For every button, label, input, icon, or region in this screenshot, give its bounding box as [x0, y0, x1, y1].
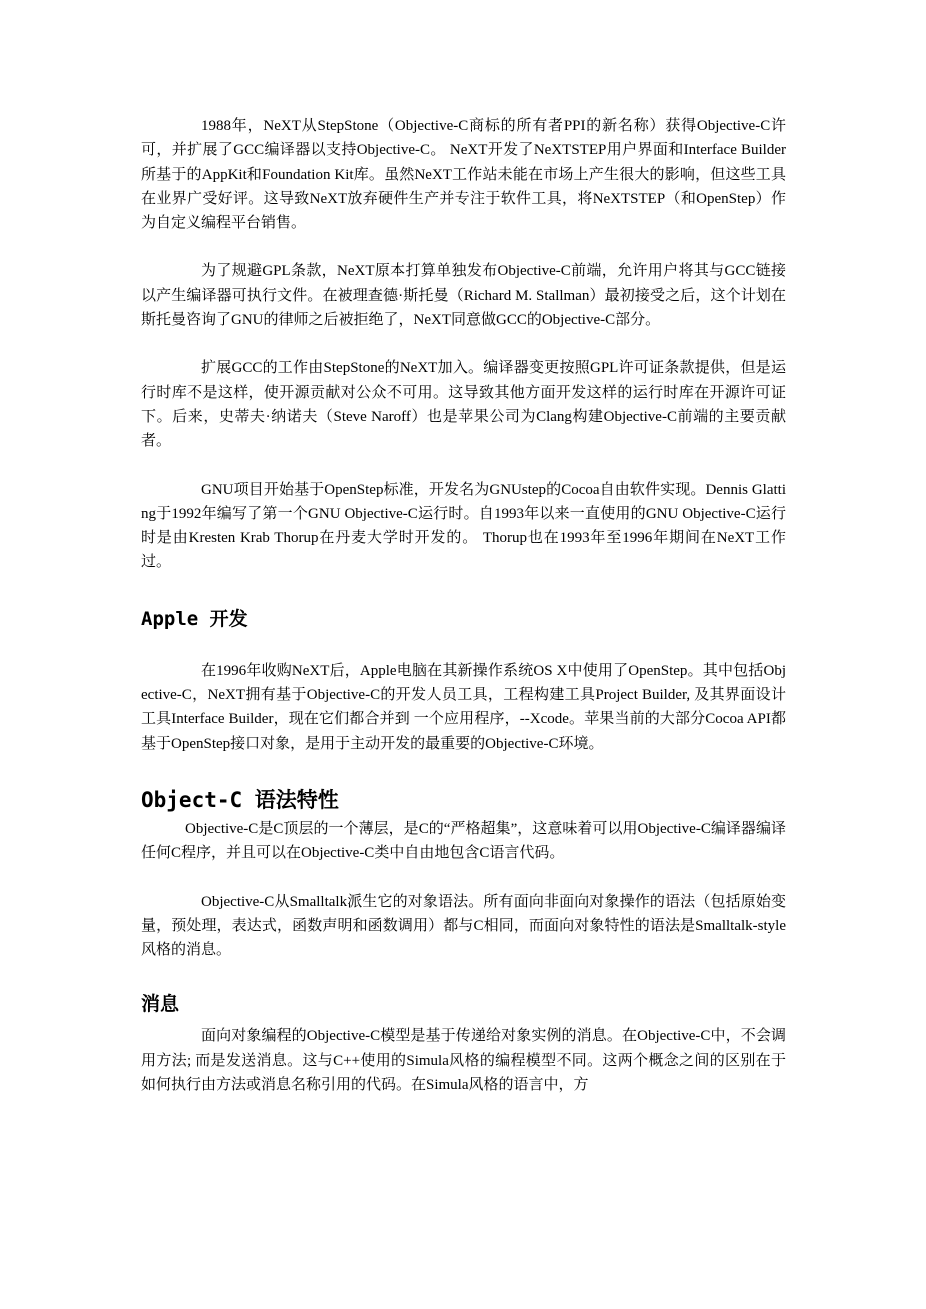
heading-syntax-features: Object-C 语法特性 [141, 787, 339, 812]
paragraph-superset: Objective-C是C顶层的一个薄层，是C的“严格超集”，这意味着可以用Objective-C编译器编译任何C程序，并且可以在Objective-C类中自由地包含C语言代码。 [141, 820, 786, 862]
paragraph-gnustep: GNU项目开始基于OpenStep标准，开发名为GNUstep的Cocoa自由软件实现。Dennis Glatting于1992年编写了第一个GNU Objective-C运行时。自1993年以来一直使用的GNU Objective-C运行时是由Kresten Krab Thorup在丹麦大学时开发的。 Thorup也在1993年至1996年期间在NeXT工作过。 [141, 481, 786, 571]
heading-messages: 消息 [141, 993, 180, 1016]
paragraph-gpl: 为了规避GPL条款，NeXT原本打算单独发布Objective-C前端，允许用户将其与GCC链接以产生编译器可执行文件。在被理查德·斯托曼（Richard M. Stallman）最初接受之后，这个计划在斯托曼咨询了GNU的律师之后被拒绝了，NeXT同意做GCC的Objective-C部分。 [141, 263, 786, 329]
paragraph-history-1988: 1988年，NeXT从StepStone（Objective-C商标的所有者PPI的新名称）获得Objective-C许可，并扩展了GCC编译器以支持Objective-C。 NeXT开发了NeXTSTEP用户界面和Interface Builder所基于的AppKit和Foundation Kit库。虽然NeXT工作站未能在市场上产生很大的影响，但这些工具在业界广受好评。这导致NeXT放弃硬件生产并专注于软件工具，将NeXTSTEP（和OpenStep）作为自定义编程平台销售。 [141, 118, 786, 232]
paragraph-smalltalk: Objective-C从Smalltalk派生它的对象语法。所有面向非面向对象操作的语法（包括原始变量，预处理，表达式，函数声明和函数调用）都与C相同，而面向对象特性的语法是Smalltalk-style风格的消息。 [141, 893, 786, 959]
paragraph-stepstone: 扩展GCC的工作由StepStone的NeXT加入。编译器变更按照GPL许可证条款提供，但是运行时库不是这样，使开源贡献对公众不可用。这导致其他方面开发这样的运行时库在开源许可证下。后来，史蒂夫·纳诺夫（Steve Naroff）也是苹果公司为Clang构建Objective-C前端的主要贡献者。 [141, 360, 786, 450]
paragraph-apple: 在1996年收购NeXT后，Apple电脑在其新操作系统OS X中使用了OpenStep。其中包括Objective-C，NeXT拥有基于Objective-C的开发人员工具，工程构建工具Project Builder, 及其界面设计工具Interface Builder，现在它们都合并到 一个应用程序，--Xcode。苹果当前的大部分Cocoa API都基于OpenStep接口对象，是用于主动开发的最重要的Objective-C环境。 [141, 662, 786, 752]
heading-apple-development: Apple 开发 [141, 607, 248, 630]
paragraph-messages: 面向对象编程的Objective-C模型是基于传递给对象实例的消息。在Objective-C中，不会调用方法; 而是发送消息。这与C++使用的Simula风格的编程模型不同。这两个概念之间的区别在于如何执行由方法或消息名称引用的代码。在Simula风格的语言中，方 [141, 1028, 786, 1094]
